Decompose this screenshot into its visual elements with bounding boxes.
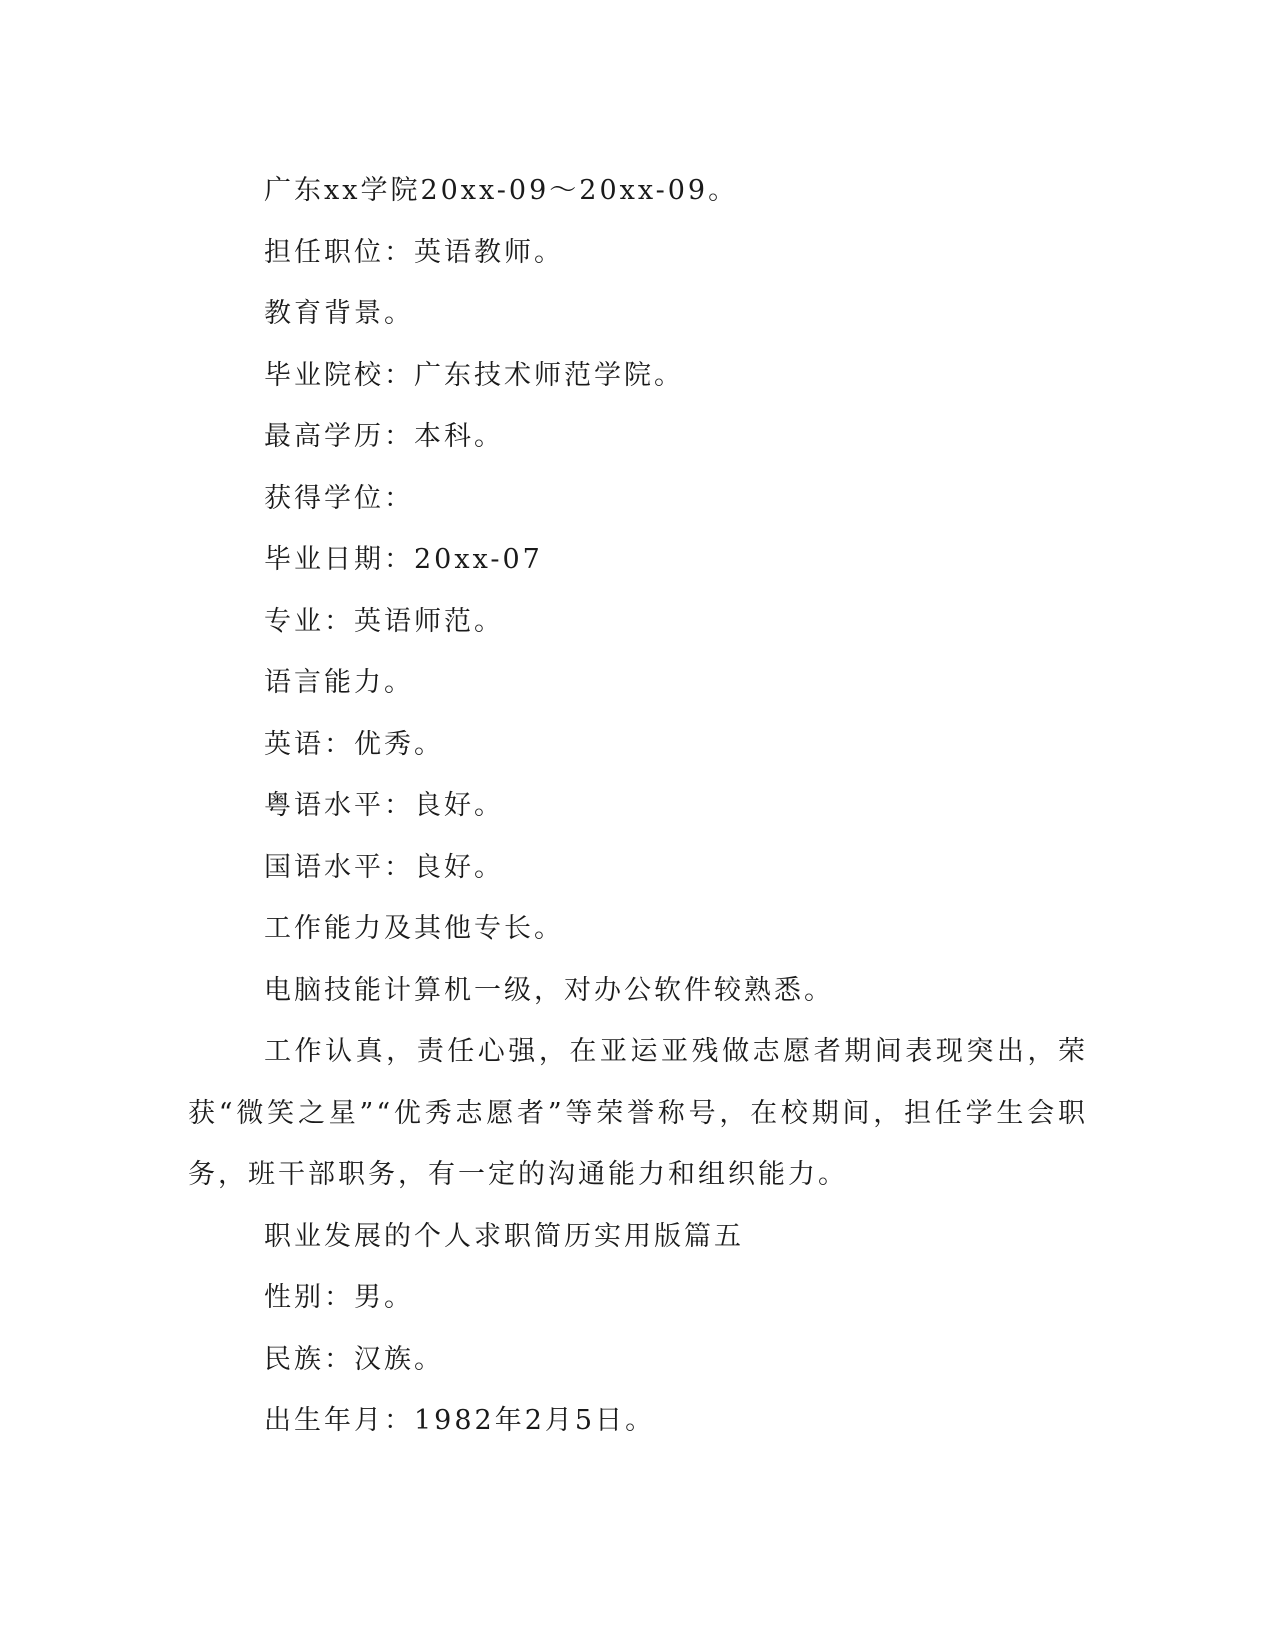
section-heading-education: 教育背景。 (264, 298, 414, 329)
paragraph-school-period: 广东xx学院20xx-09～20xx-09。 (264, 175, 739, 206)
paragraph-gender: 性别：男。 (264, 1282, 414, 1313)
document-body (188, 160, 1088, 1452)
paragraph-highest-degree: 最高学历：本科。 (264, 421, 504, 452)
section-heading-language: 语言能力。 (264, 667, 414, 698)
paragraph-ethnicity: 民族：汉族。 (264, 1343, 444, 1375)
section-heading-resume-five: 职业发展的个人求职简历实用版篇五 (264, 1220, 744, 1252)
paragraph-self-evaluation: 工作认真，责任心强，在亚运亚残做志愿者期间表现突出，荣获“微笑之星”“优秀志愿者”等荣誉称号，在校期间，担任学生会职务，班干部职务，有一定的沟通能力和组织能力。 (188, 1036, 1088, 1190)
paragraph-graduate-school: 毕业院校：广东技术师范学院。 (264, 359, 684, 391)
paragraph-position: 担任职位：英语教师。 (264, 236, 564, 268)
paragraph-computer-skills: 电脑技能计算机一级，对办公软件较熟悉。 (264, 974, 834, 1006)
paragraph-english-level: 英语：优秀。 (264, 728, 444, 760)
paragraph-mandarin-level: 国语水平：良好。 (264, 851, 504, 883)
paragraph-graduation-date: 毕业日期：20xx-07 (264, 544, 543, 575)
paragraph-cantonese-level: 粤语水平：良好。 (264, 790, 504, 821)
section-heading-skills: 工作能力及其他专长。 (264, 913, 564, 944)
paragraph-degree-obtained: 获得学位： (264, 482, 414, 514)
paragraph-birth-date: 出生年月：1982年2月5日。 (264, 1405, 656, 1436)
paragraph-major: 专业：英语师范。 (264, 605, 504, 637)
